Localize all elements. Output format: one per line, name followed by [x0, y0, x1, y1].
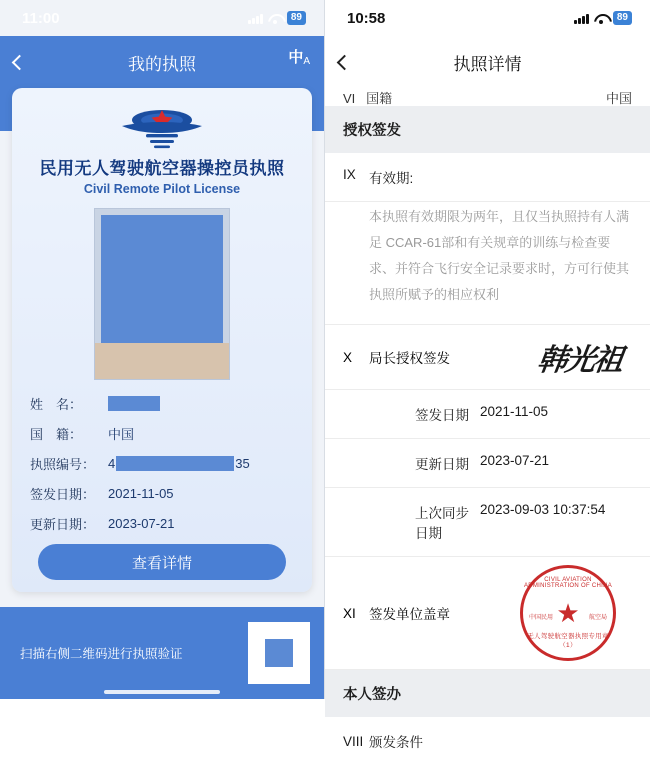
- row-issue-conditions: [325, 717, 650, 765]
- field-update-date-label: 更新日期：: [30, 517, 96, 532]
- row-nationality-partial: [325, 88, 650, 106]
- row-director-label: 局长授权签发: [369, 351, 450, 366]
- signal-icon: [574, 13, 589, 24]
- left-status-time: 11:00: [22, 9, 60, 27]
- row-update-date: [325, 439, 650, 488]
- director-signature-image: 韩光祖: [535, 344, 624, 377]
- row-stamp-label: 签发单位盖章: [369, 607, 450, 622]
- row-update-date-value: 2023-07-21: [480, 453, 550, 468]
- row-issue-date: [325, 390, 650, 439]
- caac-emblem-icon: [30, 106, 294, 150]
- validity-description-text: 本执照有效期限为两年，且仅当执照持有人满足 CCAR-61部和有关规章的训练与检查要求、并符合飞行安全记录要求时，方可行使其执照所赋予的相应权利: [325, 202, 650, 325]
- right-phone-screen: [324, 0, 650, 750]
- field-license-number-label: 执照编号：: [30, 457, 96, 472]
- field-nationality-label: 国 籍：: [30, 427, 83, 442]
- row-last-sync-date: [325, 488, 650, 557]
- seal-mid-left-text: 中国民用: [529, 615, 554, 621]
- row-nationality-label: 国籍: [366, 90, 393, 106]
- field-update-date-value: 2023-07-21: [108, 516, 175, 531]
- row-update-date-label: 更新日期: [415, 457, 469, 472]
- row-last-sync-value: 2023-09-03 10:37:54: [480, 502, 606, 517]
- field-name-label: 姓 名：: [30, 397, 83, 412]
- field-nationality-value: 中国: [108, 427, 135, 442]
- field-name: [30, 394, 294, 413]
- row-issue-conditions-number: VIII: [343, 733, 364, 749]
- section-header-authorized-issue: 授权签发: [325, 106, 650, 153]
- row-issue-date-value: 2021-11-05: [480, 404, 549, 419]
- seal-bottom-text: 无人驾驶航空器执照专用章（1）: [527, 633, 609, 649]
- battery-icon: 89: [287, 11, 306, 25]
- photo-shoulders: [95, 343, 229, 379]
- row-nationality-number: VI: [343, 90, 356, 106]
- license-title-en: Civil Remote Pilot License: [83, 182, 241, 196]
- signal-icon: [248, 13, 263, 24]
- row-stamp-number: XI: [343, 605, 356, 621]
- field-issue-date: [30, 484, 294, 503]
- field-name-redaction: [108, 396, 160, 411]
- seal-mid-right-text: 航空局: [588, 615, 607, 621]
- field-update-date: [30, 514, 294, 533]
- home-indicator: [104, 690, 220, 694]
- left-footer: [0, 607, 324, 699]
- field-license-number-suffix: 35: [235, 456, 250, 471]
- section-header-self-signature: 本人签办: [325, 670, 650, 717]
- qr-code-redaction: [265, 639, 293, 667]
- row-validity: [325, 153, 650, 202]
- qr-code[interactable]: [248, 622, 310, 684]
- license-title-cn: 民用无人驾驶航空器操控员执照: [39, 159, 285, 178]
- left-header: [0, 36, 324, 88]
- left-page-title: 我的执照: [128, 54, 196, 74]
- row-director-signature: [325, 325, 650, 390]
- wifi-icon: [268, 13, 282, 24]
- row-issuing-authority-stamp: [325, 557, 650, 670]
- row-issue-conditions-label: 颁发条件: [369, 735, 423, 750]
- language-en-label: A: [303, 56, 310, 67]
- license-photo: [94, 208, 230, 380]
- license-fields: [30, 394, 294, 533]
- photo-redaction: [101, 215, 223, 343]
- row-nationality-value: 中国: [605, 90, 632, 106]
- row-validity-number: IX: [343, 167, 356, 182]
- field-issue-date-label: 签发日期：: [30, 487, 96, 502]
- scan-instruction-text: 扫描右侧二维码进行执照验证: [20, 647, 183, 661]
- field-license-number-prefix: 4: [108, 456, 116, 471]
- license-detail-list[interactable]: [325, 88, 650, 750]
- right-header: [325, 36, 650, 88]
- language-toggle-button[interactable]: [288, 50, 310, 67]
- language-zh-label: 中: [288, 49, 304, 66]
- right-status-time: 10:58: [347, 9, 386, 27]
- left-phone-screen: [0, 0, 324, 699]
- license-card: [12, 88, 312, 592]
- row-last-sync-label: 上次同步日期: [415, 506, 469, 541]
- row-director-number: X: [343, 349, 353, 365]
- official-seal-icon: [520, 565, 616, 661]
- seal-top-text: CIVIL AVIATION ADMINISTRATION OF CHINA: [523, 577, 613, 589]
- field-nationality: [30, 424, 294, 443]
- view-detail-button[interactable]: 查看详情: [38, 544, 286, 580]
- field-license-number: [30, 454, 294, 473]
- row-issue-date-label: 签发日期: [415, 408, 469, 423]
- row-validity-label: 有效期:: [369, 171, 414, 186]
- seal-star-icon: ★: [556, 598, 580, 628]
- right-page-title: 执照详情: [453, 54, 522, 74]
- left-status-bar: [0, 0, 324, 36]
- wifi-icon: [594, 13, 608, 24]
- field-issue-date-value: 2021-11-05: [108, 486, 174, 501]
- battery-icon: 89: [613, 11, 632, 25]
- right-status-bar: [325, 0, 650, 36]
- field-license-number-redaction: [116, 456, 234, 471]
